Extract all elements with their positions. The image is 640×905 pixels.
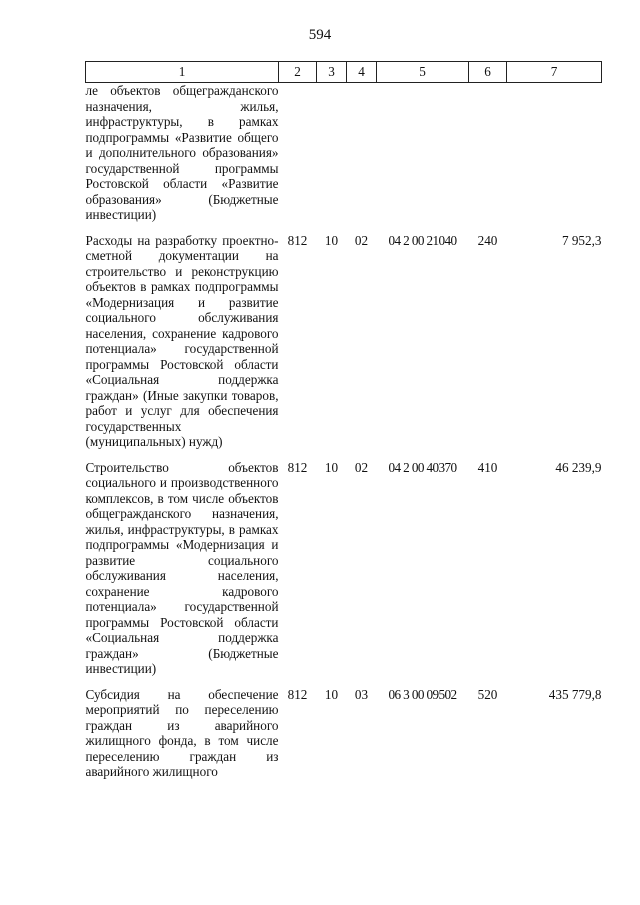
row-col4: 02 [354,232,369,248]
column-header-6: 6 [469,62,507,83]
row-col6 [469,83,507,233]
row-col5 [377,83,469,233]
row-col3: 10 [324,686,339,702]
row-col7 [507,83,602,233]
row-description: Расходы на разработку проектно-сметной документации на строительство и реконструкцию объектов в рамках подпрограммы «Модернизация и развитие социального обслуживания населения, сохранение кадрового потенциала» государственной программы Ростовской области «Социальная поддержка граждан» (Иные закупки товаров, работ и услуг для обеспечения государственных (муниципальных) нужд) [85,232,279,449]
row-col4: 02 [354,459,369,475]
row-col4 [347,83,377,233]
table-row [86,233,602,460]
table-row [86,687,602,790]
budget-table [85,61,602,790]
row-col2: 812 [287,459,308,475]
column-header-1: 1 [86,62,279,83]
row-col6: 410 [477,459,498,475]
row-col7: 7 952,3 [561,232,602,248]
row-col3 [317,83,347,233]
row-col6: 240 [477,232,498,248]
row-col7: 435 779,8 [548,686,602,702]
row-col5: 04 2 00 21040 [388,232,457,248]
row-description: Строительство объектов социального и производственного комплексов, в том числе объектов общегражданского назначения, жилья, инфраструктуры, в рамках подпрограммы «Модернизация и развитие социального обслуживания населения, сохранение кадрового потенциала» государственной программы Ростовской области «Социальная поддержка граждан» (Бюджетные инвестиции) [85,459,279,676]
row-col2: 812 [287,232,308,248]
row-col4: 03 [354,686,369,702]
column-header-7: 7 [507,62,602,83]
row-description: ле объектов общегражданского назначения, жилья, инфраструктуры, в рамках подпрограммы «Развитие общего и дополнительного образования» государственной программы Ростовской области «Развитие образования» (Бюджетные инвестиции) [85,83,279,222]
row-col3: 10 [324,232,339,248]
row-description: Субсидия на обеспечение мероприятий по переселению граждан из аварийного жилищного фонда, в том числе переселению граждан из аварийного жилищного [85,686,279,779]
table-row [86,460,602,687]
row-col5: 06 3 00 09502 [388,686,457,702]
row-col3: 10 [324,459,339,475]
row-col6: 520 [477,686,498,702]
row-col7: 46 239,9 [555,459,602,475]
row-col2: 812 [287,686,308,702]
column-header-3: 3 [317,62,347,83]
column-header-5: 5 [377,62,469,83]
row-col2 [279,83,317,233]
row-col5: 04 2 00 40370 [388,459,457,475]
column-header-4: 4 [347,62,377,83]
page-number: 594 [308,27,332,43]
table-row [86,83,602,233]
table-header-row [86,62,602,83]
column-header-2: 2 [279,62,317,83]
